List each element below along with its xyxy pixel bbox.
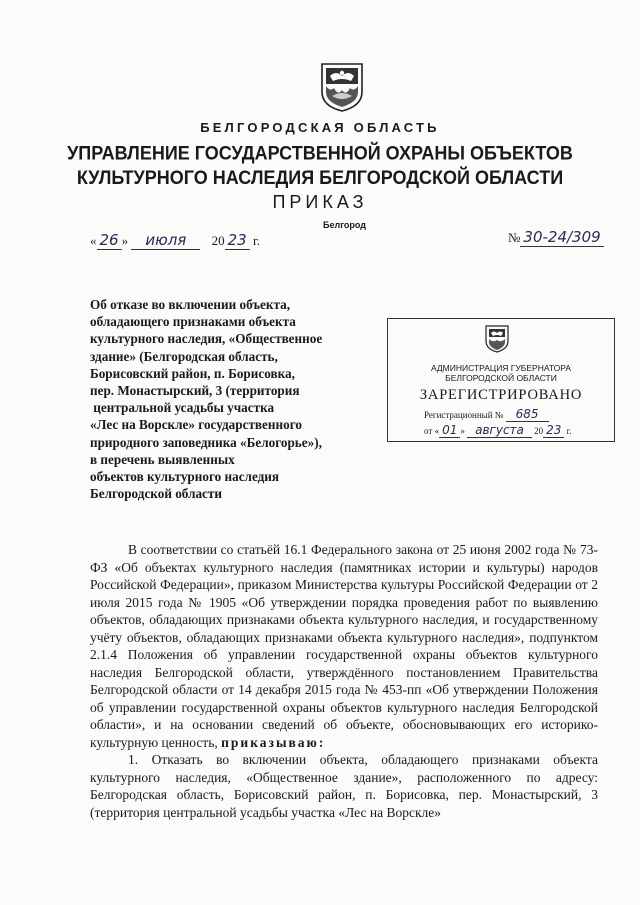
department-name	[0, 142, 640, 191]
stamp-close-quote: »	[460, 426, 465, 436]
stamp-admin-line-1: АДМИНИСТРАЦИЯ ГУБЕРНАТОРА	[430, 363, 572, 373]
subject-line: центральной усадьбы участка	[90, 400, 275, 416]
date-month: июля	[131, 231, 200, 250]
order-subject	[90, 296, 390, 502]
order-number	[508, 228, 604, 246]
date-year-suffix: 23	[225, 231, 250, 250]
stamp-month: августа	[467, 423, 532, 438]
subject-line: обладающего признаками объекта	[90, 314, 296, 330]
stamp-reg-number	[424, 407, 549, 421]
department-line-1: УПРАВЛЕНИЕ ГОСУДАРСТВЕННОЙ ОХРАНЫ ОБЪЕКТОВ	[67, 142, 573, 164]
department-line-2: КУЛЬТУРНОГО НАСЛЕДИЯ БЕЛГОРОДСКОЙ ОБЛАСТИ	[76, 167, 564, 189]
subject-line: «Лес на Ворскле» государственного	[90, 417, 302, 433]
stamp-year-suffix: 23	[543, 423, 564, 438]
subject-line: Борисовский район, п. Борисовка,	[90, 365, 295, 381]
body-paragraph-2: 1. Отказать во включении объекта, обладающего признаками объекта культурного наследия, «Общественное здание», расположенного по адресу: Белгородская область, Борисовский район, п. Борисовка, пер. Монастырский, 3 (территория центральной усадьбы участка «Лес на Ворскле»	[90, 752, 598, 820]
date-open-quote: «	[90, 233, 97, 248]
date-day: 26	[97, 231, 122, 250]
date-close-quote: »	[121, 233, 129, 248]
order-date	[90, 231, 260, 249]
stamp-day: 01	[439, 423, 460, 438]
stamp-year-mark: г.	[566, 426, 572, 436]
subject-line: здание» (Белгородская область,	[90, 348, 278, 364]
subject-line: в перечень выявленных	[90, 451, 235, 467]
stamp-emblem-icon	[484, 325, 510, 353]
subject-line: Белгородской области	[90, 486, 222, 502]
coat-of-arms-emblem	[318, 62, 366, 112]
subject-line: природного заповедника «Белогорье»),	[90, 434, 322, 450]
registration-stamp	[387, 318, 615, 442]
subject-line: пер. Монастырский, 3 (территория	[90, 383, 300, 399]
stamp-administration	[388, 363, 614, 383]
stamp-reg-date	[424, 423, 572, 437]
region-name: БЕЛГОРОДСКАЯ ОБЛАСТЬ	[200, 120, 440, 135]
stamp-year-prefix: 20	[534, 426, 544, 436]
stamp-registered-label: ЗАРЕГИСТРИРОВАНО	[419, 387, 583, 403]
city-name: Белгород	[323, 220, 366, 230]
number-prefix: №	[508, 230, 521, 245]
stamp-reg-value: 685	[506, 407, 549, 422]
stamp-admin-line-2: БЕЛГОРОДСКОЙ ОБЛАСТИ	[445, 373, 557, 383]
order-body	[90, 541, 598, 821]
document-type: ПРИКАЗ	[272, 192, 368, 212]
subject-line: объектов культурного наследия	[90, 469, 280, 485]
body-paragraph-1	[90, 541, 598, 751]
stamp-from-label: от «	[424, 426, 440, 436]
number-value: 30-24/309	[520, 228, 603, 247]
order-command: приказываю:	[221, 734, 326, 750]
date-year-mark: г.	[252, 233, 261, 248]
date-year-prefix: 20	[211, 233, 225, 248]
stamp-reg-label: Регистрационный №	[424, 410, 504, 420]
subject-line: Об отказе во включении объекта,	[90, 297, 291, 312]
preamble-text: В соответствии со статьёй 16.1 Федерального закона от 25 июня 2002 года № 73-ФЗ «Об объектах культурного наследия (памятниках истории и культуры) народов Российской Федерации», приказом Министерства культуры Российской Федерации от 2 июля 2015 года № 1905 «Об утверждении порядка проведения работ по выявлению объектов, обладающих признаками объекта культурного наследия, и государственному учёту объектов, обладающих признаками объекта культурного наследия», подпунктом 2.1.4 Положения об управлении государственной охраны объектов культурного наследия Белгородской области, утверждённого постановлением Правительства Белгородской области от 14 декабря 2015 года № 453-пп «Об утверждении Положения об управлении государственной охраны объектов культурного наследия Белгородской области», и на основании сведений об объекте, обосновывающих его историко-культурную ценность,	[90, 542, 598, 750]
subject-line: культурного наследия, «Общественное	[90, 331, 323, 347]
